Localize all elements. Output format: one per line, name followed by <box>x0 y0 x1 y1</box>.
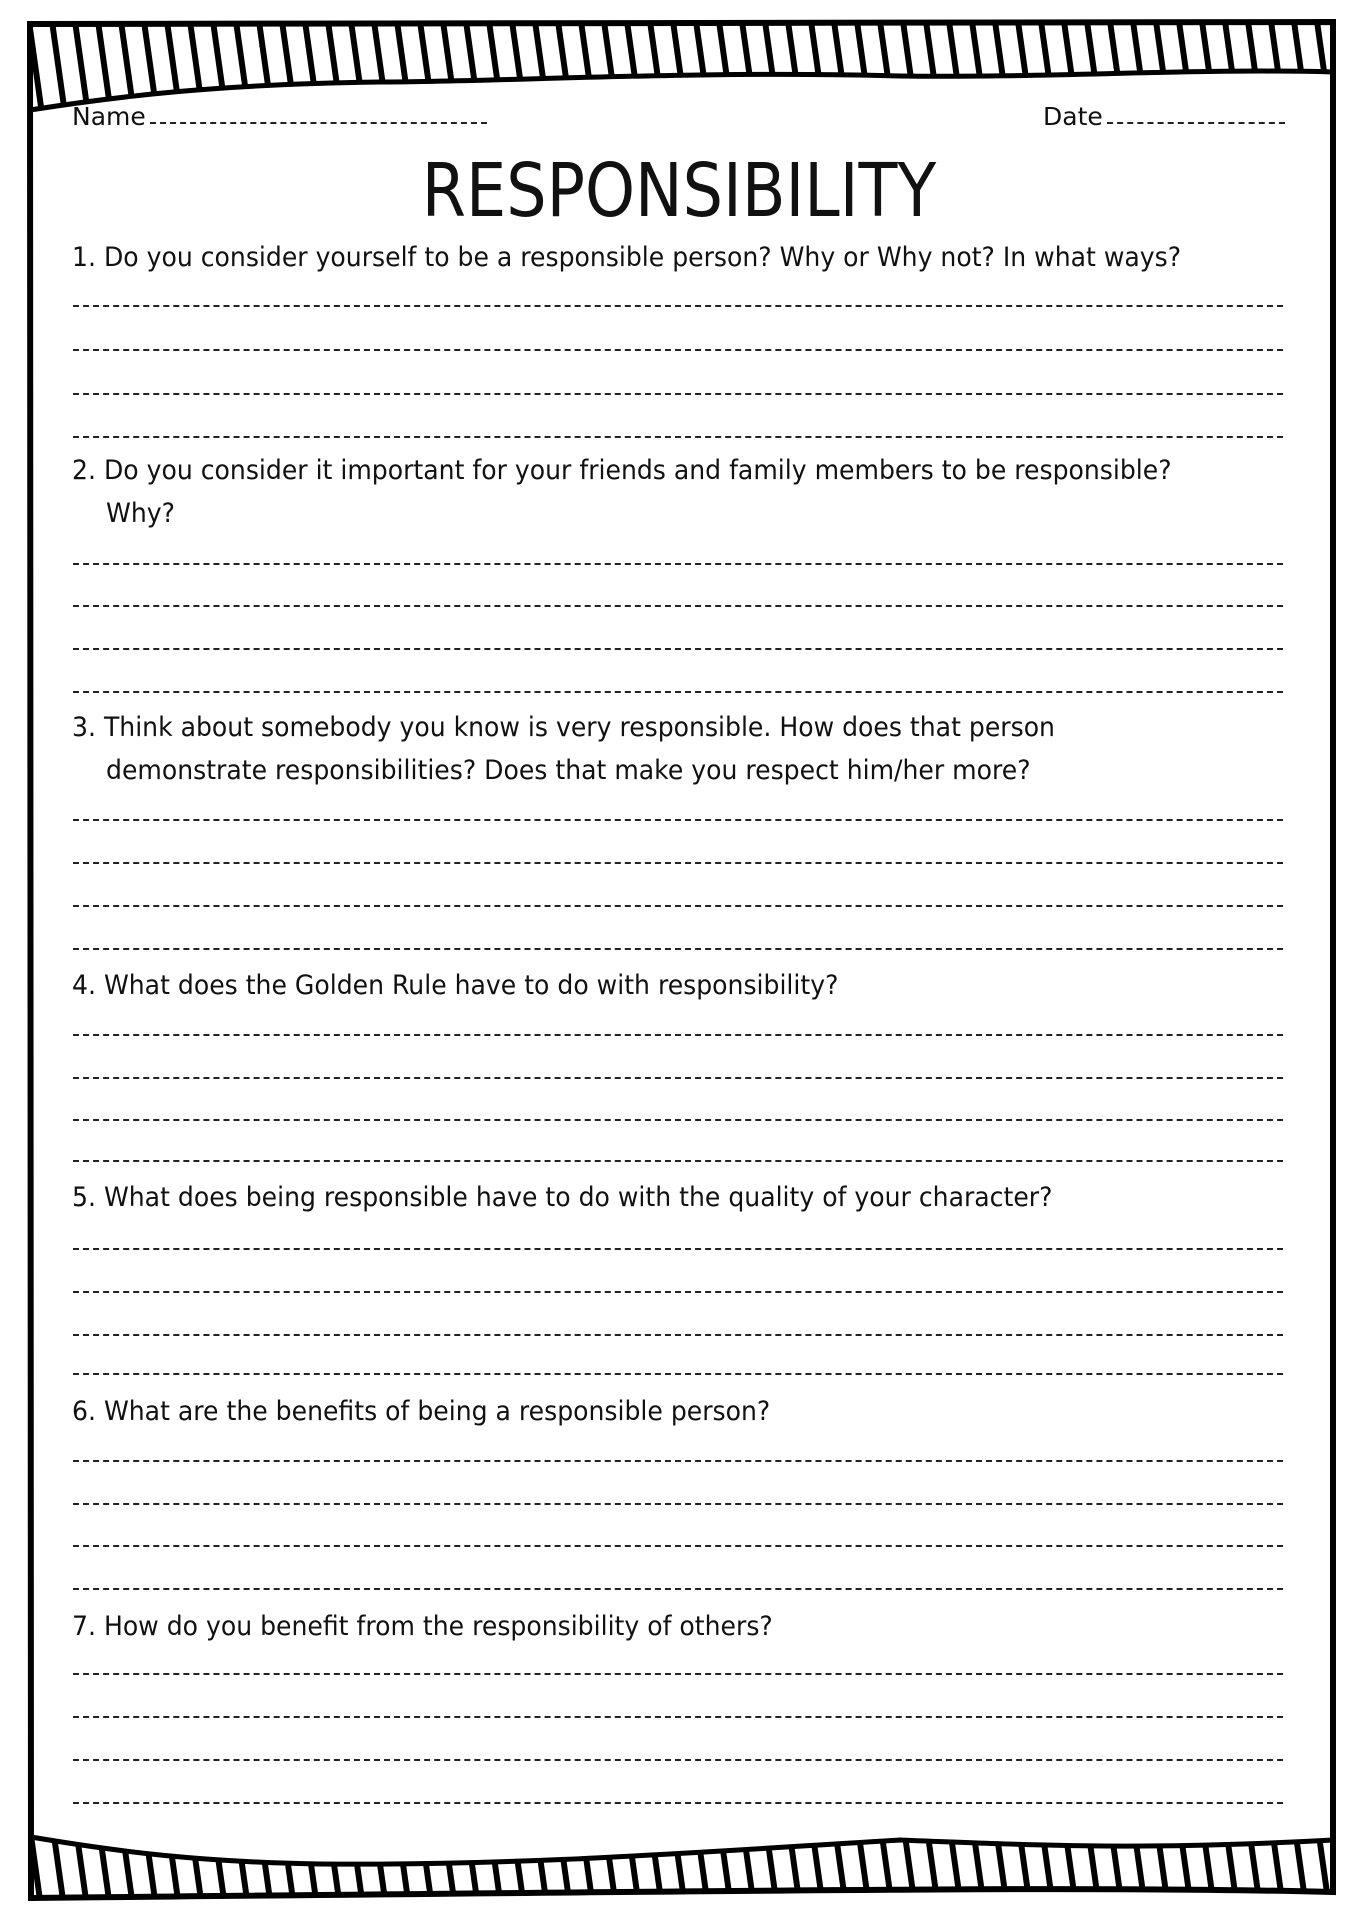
answer-line[interactable] <box>73 1545 1283 1547</box>
answer-line[interactable] <box>73 605 1283 607</box>
name-input-line[interactable] <box>150 122 487 124</box>
answer-line[interactable] <box>73 1248 1283 1250</box>
answer-line[interactable] <box>73 1802 1283 1804</box>
answer-line[interactable] <box>73 1759 1283 1761</box>
answer-line[interactable] <box>73 862 1283 864</box>
worksheet-title: RESPONSIBILITY <box>421 148 937 234</box>
answer-line[interactable] <box>73 1077 1283 1079</box>
question-text: 4. What does the Golden Rule have to do with responsibility? <box>72 970 839 1001</box>
question-text: 7. How do you benefit from the responsibility of others? <box>72 1611 773 1642</box>
answer-line[interactable] <box>73 905 1283 907</box>
answer-line[interactable] <box>73 1119 1283 1121</box>
answer-line[interactable] <box>73 948 1283 950</box>
question-text-continued: Why? <box>106 498 175 529</box>
answer-line[interactable] <box>73 563 1283 565</box>
answer-line[interactable] <box>73 1716 1283 1718</box>
answer-line[interactable] <box>73 648 1283 650</box>
answer-line[interactable] <box>73 1373 1283 1375</box>
date-input-line[interactable] <box>1107 122 1285 124</box>
answer-line[interactable] <box>73 1588 1283 1590</box>
question-text: 3. Think about somebody you know is very responsible. How does that person <box>72 712 1055 743</box>
question-text: 5. What does being responsible have to do with the quality of your character? <box>72 1182 1053 1213</box>
answer-line[interactable] <box>73 1334 1283 1336</box>
answer-line[interactable] <box>73 436 1283 438</box>
answer-line[interactable] <box>73 393 1283 395</box>
answer-line[interactable] <box>73 691 1283 693</box>
date-label: Date <box>1043 102 1103 131</box>
answer-line[interactable] <box>73 1291 1283 1293</box>
answer-line[interactable] <box>73 1460 1283 1462</box>
top-striped-band <box>20 15 1340 115</box>
answer-line[interactable] <box>73 1673 1283 1675</box>
answer-line[interactable] <box>73 305 1283 307</box>
question-text: 1. Do you consider yourself to be a responsible person? Why or Why not? In what ways? <box>72 242 1182 273</box>
name-label: Name <box>72 102 146 131</box>
answer-line[interactable] <box>73 1160 1283 1162</box>
answer-line[interactable] <box>73 1503 1283 1505</box>
answer-line[interactable] <box>73 819 1283 821</box>
answer-line[interactable] <box>73 1034 1283 1036</box>
answer-line[interactable] <box>73 349 1283 351</box>
question-text-continued: demonstrate responsibilities? Does that make you respect him/her more? <box>106 755 1031 786</box>
question-text: 2. Do you consider it important for your friends and family members to be responsible? <box>72 455 1172 486</box>
question-text: 6. What are the benefits of being a responsible person? <box>72 1396 771 1427</box>
